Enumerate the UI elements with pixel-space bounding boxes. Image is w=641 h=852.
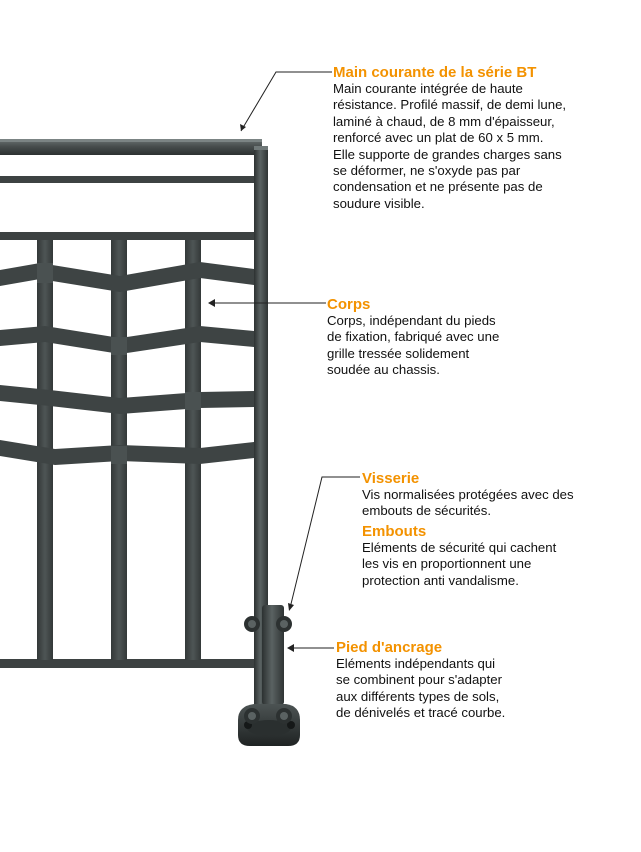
callout-description-embouts: Eléments de sécurité qui cachent les vis en proportionnent une protection anti vandalisme. xyxy=(362,539,557,588)
leader-line-pied-ancrage xyxy=(287,644,334,652)
callout-description: Eléments indépendants qui se combinent pour s'adapter aux différents types de sols, de dénivelés et tracé courbe. xyxy=(336,656,506,721)
callout-description: Main courante intégrée de haute résistance. Profilé massif, de demi lune, laminé à chaud, de 8 mm d'épaisseur, renforcé avec un plat de 60 x 5 mm. Elle supporte de grandes charges sans se déformer, ne s'oxyde pas par condensation et ne présente pas de soudure visible. xyxy=(333,81,567,211)
upper-frame-bar xyxy=(0,176,254,183)
callout-title-visserie: Visserie xyxy=(362,470,420,487)
callout-title: Pied d'ancrage xyxy=(336,639,443,656)
handrail xyxy=(0,139,262,155)
inner-top-bar xyxy=(0,232,254,240)
callout-visserie-embouts xyxy=(362,470,632,589)
callout-title: Main courante de la série BT xyxy=(333,64,537,81)
callout-description: Corps, indépendant du pieds de fixation, fabriqué avec une grille tressée solidement soudée au chassis. xyxy=(327,313,500,378)
callout-description-visserie: Vis normalisées protégées avec des embouts de sécurités. xyxy=(362,487,574,519)
leader-line-visserie xyxy=(288,477,360,611)
leader-line-main-courante xyxy=(240,72,332,131)
bottom-frame-bar xyxy=(0,659,254,668)
callout-title-embouts: Embouts xyxy=(362,522,427,540)
callout-main-courante xyxy=(333,64,633,212)
callout-title: Corps xyxy=(327,296,371,313)
callout-corps xyxy=(327,296,587,379)
callout-pied-ancrage xyxy=(336,639,606,722)
